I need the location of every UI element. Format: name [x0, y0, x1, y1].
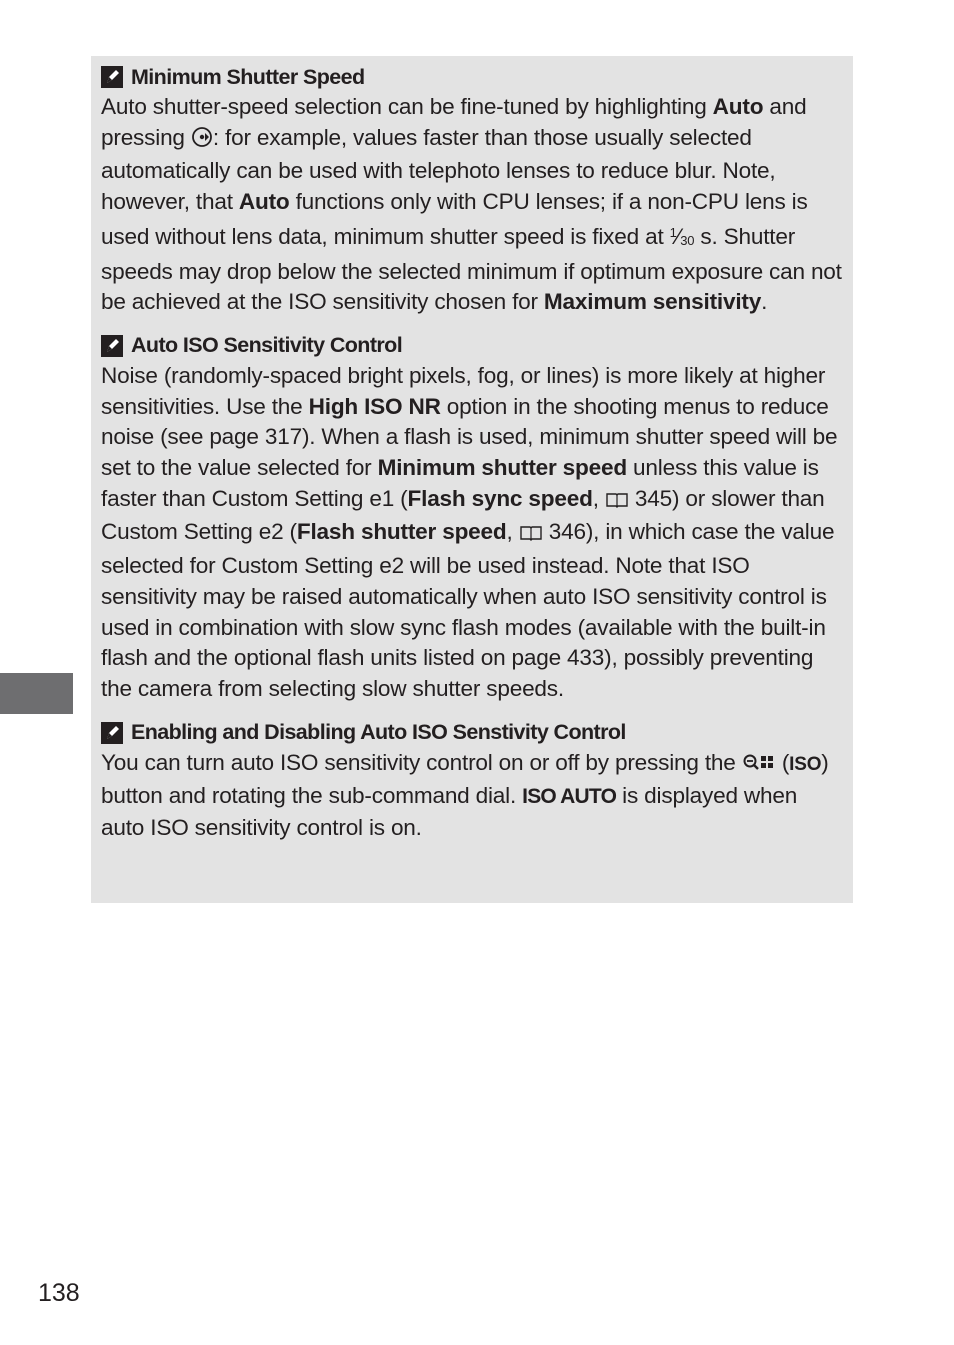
multi-selector-right-icon — [191, 126, 213, 157]
pencil-note-icon — [101, 335, 123, 357]
book-reference-icon — [605, 487, 629, 518]
chapter-side-tab — [0, 673, 73, 714]
note-minimum-shutter-speed — [101, 62, 843, 318]
note-body: Noise (randomly-spaced bright pixels, fog, or lines) is more likely at higher sensitivities. Use the High ISO NR option in the shooting menus to reduce noise (see page 317). When a flash is used, minimum shutter speed will be set to the value selected for Minimum shutter speed unless this value is faster than Custom Setting e1 (Flash sync speed, 345) or slower than Custom Setting e2 (Flash shutter speed, 346), in which case the value selected for Custom Setting e2 will be used instead. Note that ISO sensitivity may be raised automatically when auto ISO sensitivity control is used in combination with slow sync flash modes (available with the built-in flash and the optional flash units listed on page 433), possibly preventing the camera from selecting slow shutter speeds. — [101, 362, 838, 701]
book-reference-icon — [519, 520, 543, 551]
fraction-one-thirtieth: $^1⁄_{30}$ — [669, 223, 695, 249]
pencil-note-icon — [101, 722, 123, 744]
note-enabling-disabling-auto-iso — [101, 718, 843, 844]
note-heading: Auto ISO Sensitivity Control — [101, 331, 843, 361]
note-body: Auto shutter-speed selection can be fine-tuned by highlighting Auto and pressing : for example, values faster than those usually selected automatically can be used with telephoto lenses to reduce blur. Note, however, that Auto functions only with CPU lenses; if a non-CPU lens is used without lens data, minimum shutter speed is fixed at $^1⁄_{30}$ s. Shutter speeds may drop below the selected minimum if optimum exposure can not be achieved at the ISO sensitivity chosen for Maximum sensitivity. — [101, 94, 842, 315]
zoom-out-thumbnail-button-icon — [742, 751, 776, 782]
note-heading: Minimum Shutter Speed — [101, 62, 843, 92]
pencil-note-icon — [101, 66, 123, 88]
notes-box — [91, 56, 853, 903]
note-auto-iso-sensitivity-control — [101, 331, 843, 705]
note-body: You can turn auto ISO sensitivity control on or off by pressing the (ISO) button and rotating the sub-command dial. ISO AUTO is displayed when auto ISO sensitivity control is on. — [101, 749, 829, 841]
note-heading: Enabling and Disabling Auto ISO Senstivity Control — [101, 718, 843, 748]
page-number: 138 — [38, 1279, 80, 1307]
